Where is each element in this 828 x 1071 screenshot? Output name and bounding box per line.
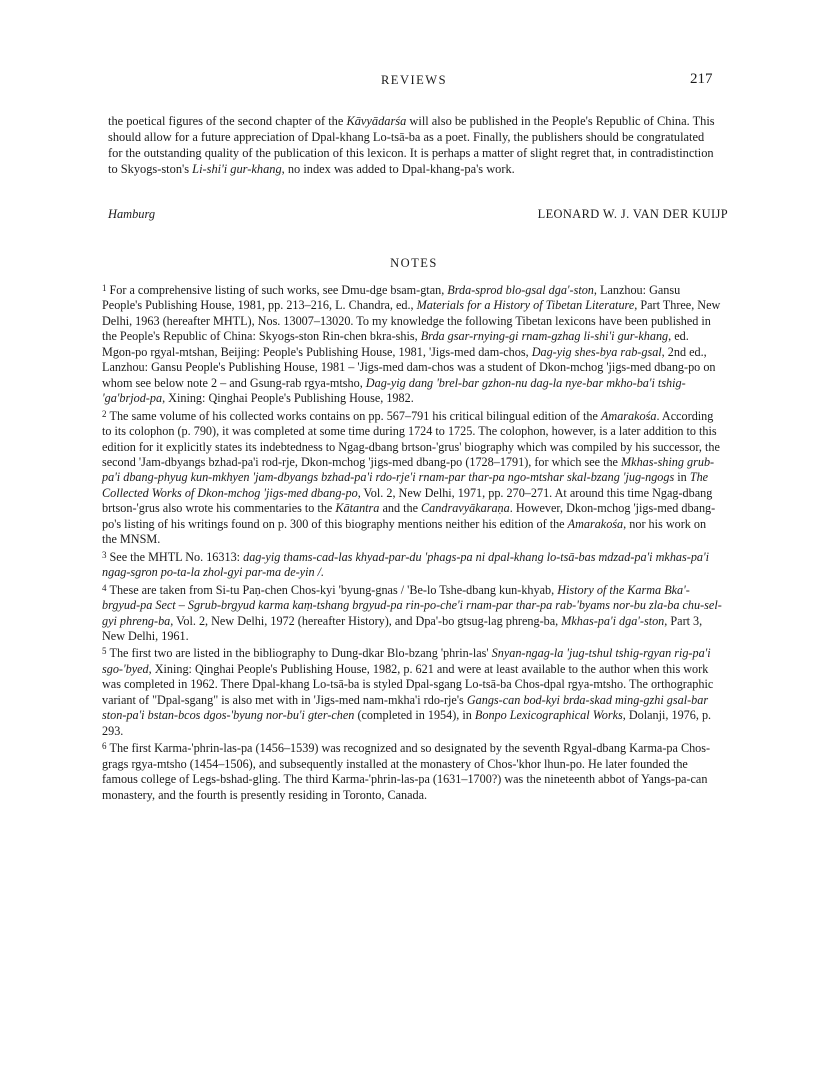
text-run: See the MHTL No. 16313: <box>109 549 244 564</box>
signature-place: Hamburg <box>108 207 156 221</box>
text-run: , nor his work on the MNSM. <box>102 516 707 547</box>
italic-title: Materials for a History of Tibetan Literature <box>416 298 635 313</box>
italic-title: Gangs-can bod-kyi brda-skad ming-gzhi gsal-bar ston-pa'i bstan-bcos dgos-'byung nor-bu'i gter-chen <box>102 692 709 723</box>
text-run: , Part Three, New Delhi, 1963 (hereafter MHTL), Nos. 13007–13020. To my knowledge the following Tibetan lexicons have been published in the People's Republic of China: Skyogs-ston Rin-chen bkra-shis, <box>102 298 721 344</box>
text-run: , Part 3, New Delhi, 1961. <box>102 613 703 643</box>
text-run: , 2nd ed., Lanzhou: Gansu People's Publishing House, 1981 – 'Jigs-med dam-chos was a student of Dkon-mchog 'jigs-med dbang-po on whom see below note 2 – and Gsung-rab rgya-mtsho, <box>102 344 716 390</box>
note-number: 3 <box>102 549 107 560</box>
notes-section <box>102 281 722 803</box>
italic-title: Bonpo Lexicographical Works <box>474 708 623 723</box>
note-4 <box>102 581 722 645</box>
text-run: , no index was added to Dpal-khang-pa's work. <box>281 161 515 176</box>
text-run: . According to its colophon (p. 790), it was completed at some time during 1724 to 1725. The colophon, however, is a later addition to this edition for it explicitly states its indebtedness to Ngag-dbang brtson-'grus' biography which was compiled by his successor, the second 'Jam-dbyangs bzhad-pa'i rod-rje, Dkon-mchog 'jigs-med dbang-po (1728–1791), for which see the <box>102 408 720 469</box>
text-run: , Vol. 2, New Delhi, 1972 (hereafter History), and Dpa'-bo gtsug-lag phreng-ba, <box>170 613 562 628</box>
note-3 <box>102 548 722 581</box>
text-run: , Xining: Qinghai People's Publishing House, 1982. <box>162 391 414 406</box>
text-run: will also be published in the People's Republic of China. This should allow for a future appreciation of Dpal-khang Lo-tsā-ba as a poet. Finally, the publishers should be congratulated for the outstanding quality of the publication of this lexicon. It is perhaps a matter of slight regret that, in contradistinction to Skyogs-ston's <box>108 114 715 176</box>
italic-title: Amarakośa <box>567 516 624 531</box>
text-run: , Xining: Qinghai People's Publishing House, 1982, p. 621 and were at least available to the author when this work was completed in 1962. There Dpal-khang Lo-tsā-ba is styled Dpal-sgang Lo-tsā-ba Chos-dpal rgya-mtsho. The orthographic variant of "Dpal-sgang" is also met with in 'Jigs-med nam-mkha'i rdo-rje's <box>102 661 714 707</box>
note-number: 5 <box>102 646 107 657</box>
text-run: The first Karma-'phrin-las-pa (1456–1539) was recognized and so designated by the seventh Rgyal-dbang Karma-pa Chos-grags rgya-mtsho (1454–1506), and subsequently installed at the monastery of Chos-'khor lhun-po. He later founded the famous college of Legs-bshad-gling. The third Karma-'phrin-las-pa (1631–1700?) was the nineteenth abbot of Yangs-pa-can monastery, and the fourth is presently residing in Toronto, Canada. <box>102 741 711 802</box>
notes-heading: NOTES <box>390 256 438 270</box>
review-signature <box>108 207 728 225</box>
italic-title: Mkhas-pa'i dga'-ston <box>561 613 665 628</box>
italic-title: History of the Karma Bka'-brgyud-pa Sect – Sgrub-brgyud karma kaṃ-tshang brgyud-pa rin-po-che'i rnam-par thar-pa rab-'byams nor-bu zla-ba chu-sel-gyi phreng-ba <box>102 582 722 628</box>
text-run: , Lanzhou: Gansu People's Publishing House, 1981, pp. 213–216, L. Chandra, ed., <box>102 283 681 313</box>
running-head: REVIEWS <box>380 73 448 87</box>
page-number: 217 <box>690 71 713 87</box>
italic-title: The Collected Works of Dkon-mchog 'jigs-med dbang-po <box>102 470 709 500</box>
italic-title: dag-yig thams-cad-las khyad-par-du 'phags-pa ni dpal-khang lo-tsā-bas mdzad-pa'i mkhas-pa'i ngag-sgron po-ta-la zhol-gyi par-ma de-yin /. <box>102 549 709 580</box>
italic-title: Amarakośa <box>600 408 657 423</box>
text-run: The first two are listed in the bibliography to Dung-dkar Blo-bzang 'phrin-las' <box>109 646 492 661</box>
text-run: and the <box>379 501 422 516</box>
text-run: For a comprehensive listing of such works, see Dmu-dge bsam-gtan, <box>109 283 448 297</box>
italic-title: Li-shi'i gur-khang <box>192 161 282 176</box>
italic-title: Brda-sprod blo-gsal dga'-ston <box>447 283 594 297</box>
text-run: , Vol. 2, New Delhi, 1971, pp. 270–271. At around this time Ngag-dbang brtson-'grus also wrote his commentaries to the <box>102 485 713 516</box>
text-run: These are taken from Si-tu Paṇ-chen Chos-kyi 'byung-gnas / 'Be-lo Tshe-dbang kun-khyab, <box>109 582 558 597</box>
note-2 <box>102 407 722 548</box>
note-1 <box>102 281 722 407</box>
text-run: (completed in 1954), in <box>354 708 475 723</box>
note-number: 4 <box>102 582 107 593</box>
italic-title: Kātantra <box>335 501 380 516</box>
italic-title: Snyan-ngag-la 'jug-tshul tshig-rgyan rig-pa'i sgo-'byed <box>102 646 711 676</box>
signature-author: LEONARD W. J. VAN DER KUIJP <box>537 207 728 221</box>
text-run: in <box>674 470 690 485</box>
text-run: . However, Dkon-mchog 'jigs-med dbang-po's listing of his writings found on p. 300 of this biography mentions neither his edition of the <box>102 501 716 531</box>
note-number: 1 <box>102 283 107 293</box>
text-run: The same volume of his collected works contains on pp. 567–791 his critical bilingual edition of the <box>109 408 601 423</box>
italic-title: Dag-yig shes-bya rab-gsal <box>531 344 662 359</box>
text-run: , Dolanji, 1976, p. 293. <box>102 708 712 738</box>
italic-title: Kāvyādarśa <box>346 114 407 128</box>
italic-title: Mkhas-shing grub-pa'i dbang-phyug kun-mkhyen 'jam-dbyangs bzhad-pa'i rdo-rje'i rnam-par thar-pa ngo-mtshar skal-bzang 'jug-ngogs <box>102 454 715 485</box>
note-number: 6 <box>102 741 107 752</box>
note-5 <box>102 644 722 739</box>
note-number: 2 <box>102 408 107 419</box>
note-6 <box>102 739 722 803</box>
text-run: , ed. Mgon-po rgyal-mtshan, Beijing: People's Publishing House, 1981, 'Jigs-med dam-chos, <box>102 329 689 359</box>
text-run: the poetical figures of the second chapter of the <box>108 114 347 128</box>
review-closing-paragraph <box>108 114 720 178</box>
italic-title: Dag-yig dang 'brel-bar gzhon-nu dag-la nye-bar mkho-ba'i tshig-'ga'brjod-pa <box>102 375 686 406</box>
italic-title: Brda gsar-rnying-gi rnam-gzhag li-shi'i gur-khang <box>420 329 669 344</box>
italic-title: Candravyākaraṇa <box>421 501 510 516</box>
